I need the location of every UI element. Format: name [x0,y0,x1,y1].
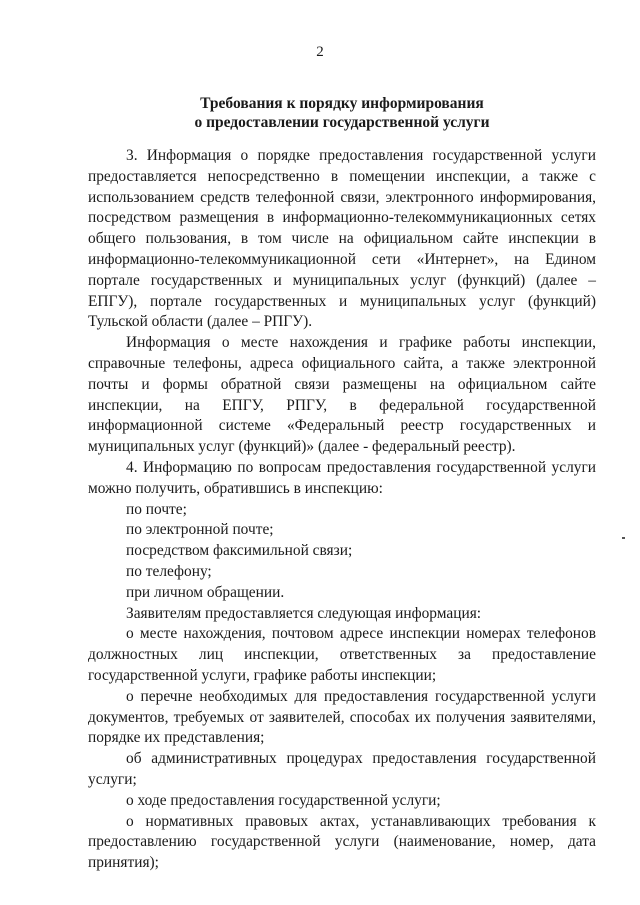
info-item-regulations: о нормативных правовых актах, устанавливающих требования к предоставлению государственной услуги (наименование, номер, дата принятия); [88,812,596,872]
page-number: 2 [316,44,324,60]
section-title [88,94,596,132]
document-body [88,146,596,874]
info-item-procedures: об административных процедурах предоставления государственной услуги; [88,750,596,788]
paragraph-contact-info: Информация о месте нахождения и графике работы инспекции, справочные телефоны, адреса официального сайта, а также электронной почты и формы обратной связи размещены на официальном сайте инспекции, на ЕПГУ, РПГУ, в федеральной государственной информационной системе «Федеральный реестр государственных и муниципальных услуг (функций)» (далее - федеральный реестр). [88,334,596,456]
margin-mark [622,537,625,539]
info-item-documents: о перечне необходимых для предоставления государственной услуги документов, требуемых от заявителей, способах их получения заявителями, порядке их представления; [88,687,596,747]
list-item-in-person: при личном обращении. [126,583,285,601]
list-item-post: по почте; [126,500,187,518]
section-title-line-1: Требования к порядку информирования [200,95,484,112]
list-item-phone: по телефону; [126,562,212,580]
paragraph-provided-info: Заявителям предоставляется следующая информация: [126,604,482,622]
list-item-fax: посредством факсимильной связи; [126,542,353,560]
paragraph-4: 4. Информацию по вопросам предоставления государственной услуги можно получить, обратившись в инспекцию: [88,458,596,497]
section-title-line-2: о предоставлении государственной услуги [194,114,490,131]
info-item-progress: о ходе предоставления государственной услуги; [126,791,441,809]
info-item-location: о месте нахождения, почтовом адресе инспекции номерах телефонов должностных лиц инспекции, ответственных за предоставление государственной услуги, графике работы инспекции; [88,625,596,684]
list-item-email: по электронной почте; [126,521,274,539]
paragraph-3: 3. Информация о порядке предоставления государственной услуги предоставляется непосредственно в помещении инспекции, а также с использованием средств телефонной связи, электронного информирования, посредством размещения в информационно-телекоммуникационных сетях общего пользования, в том числе на официальном сайте инспекции в информационно-телекоммуникационной сети «Интернет», на Едином портале государственных и муниципальных услуг (функций) (далее – ЕПГУ), портале государственных и муниципальных услуг (функций) Тульской области (далее – РПГУ). [88,147,596,331]
